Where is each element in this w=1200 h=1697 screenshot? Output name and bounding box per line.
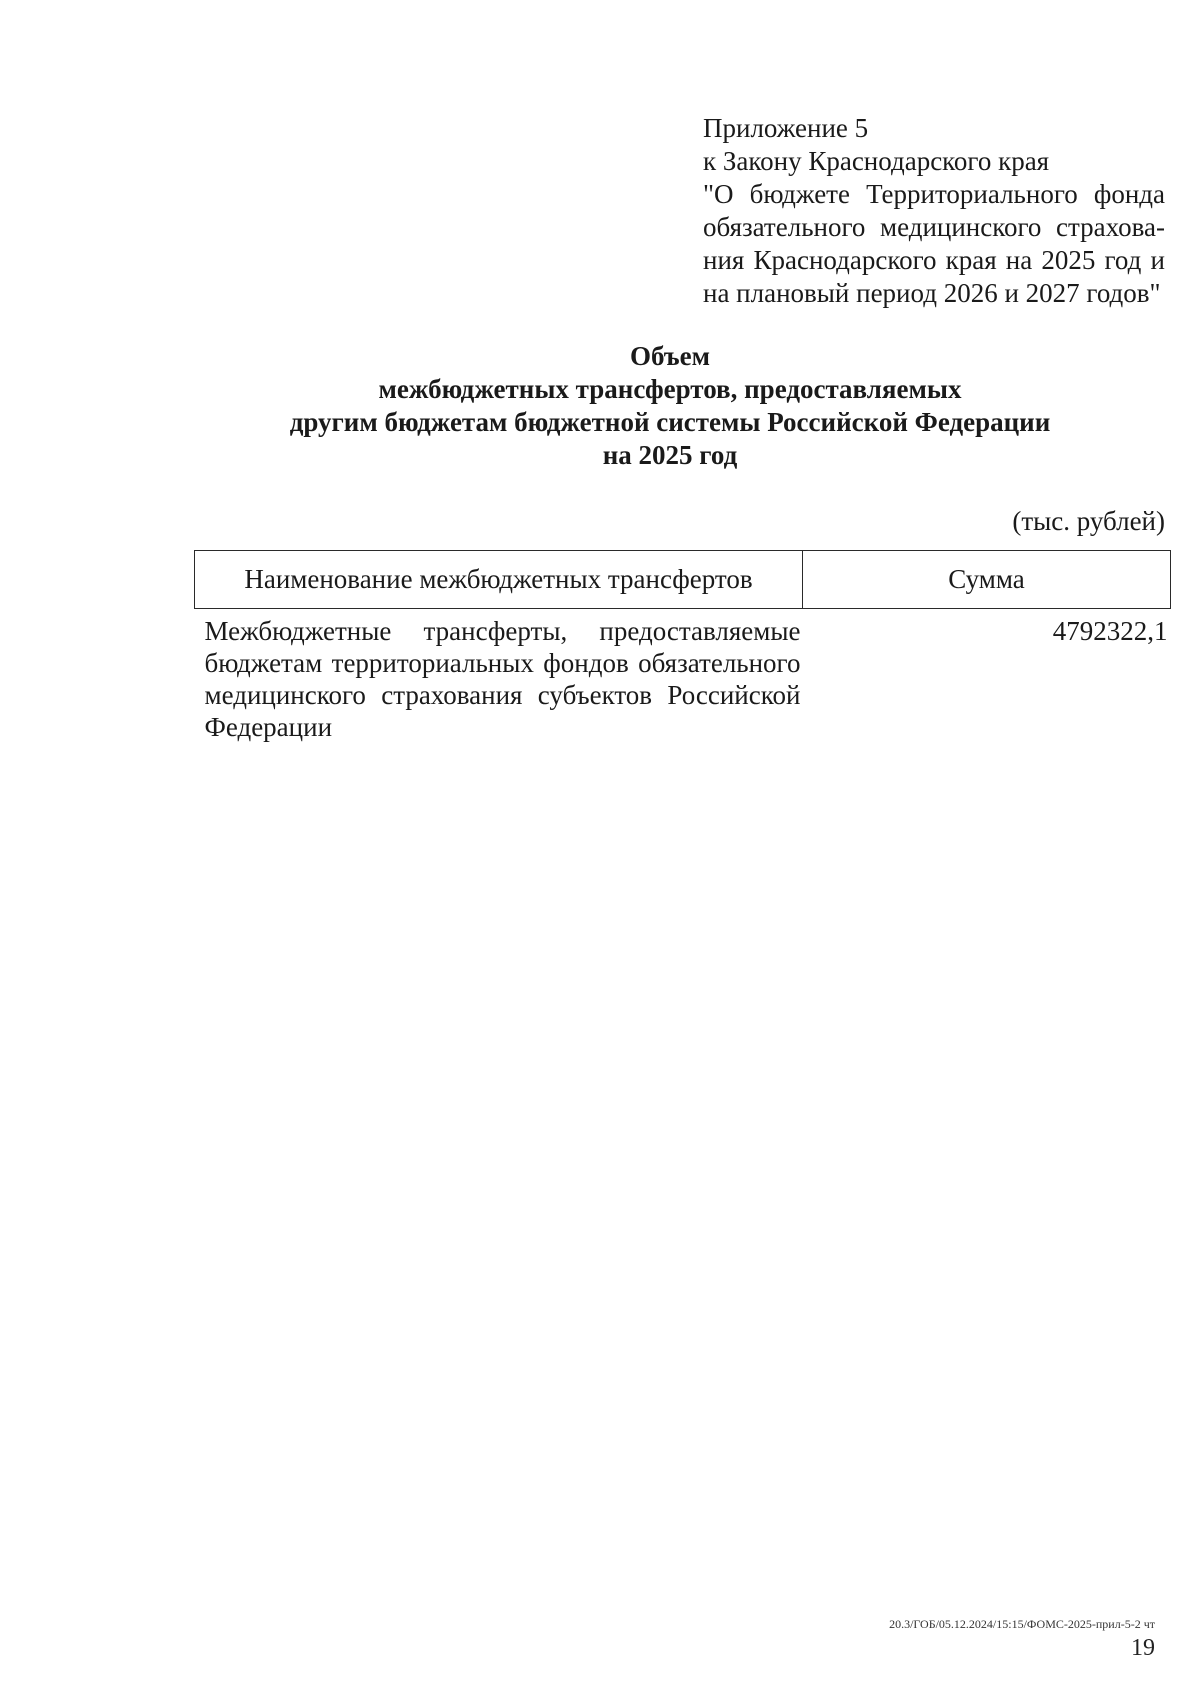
appendix-law-reference: к Закону Краснодарского края (703, 146, 1050, 176)
title-line: межбюджетных трансфертов, предоставляемых (378, 374, 962, 404)
document-title (0, 340, 1200, 472)
title-line: Объем (630, 341, 710, 371)
row-name-cell: Межбюджетные трансферты, предоставляемые бюджетам территориальных фондов обязательного медицинского страхования субъектов Российской Федерации (204, 616, 801, 742)
table-header-row (195, 551, 1171, 609)
header-name: Наименование межбюджетных трансфертов (195, 551, 803, 609)
appendix-law-title-line: на плановый период 2026 и 2027 годов" (703, 278, 1161, 308)
appendix-block (703, 112, 1165, 310)
appendix-law-title-line: обязательного медицинского страхова- (703, 212, 1165, 242)
page-number: 19 (1131, 1635, 1155, 1661)
units-note: (тыс. рублей) (1012, 506, 1165, 536)
title-line: другим бюджетам бюджетной системы Российской Федерации (289, 407, 1051, 437)
appendix-law-title-line: ния Краснодарского края на 2025 год и (703, 245, 1165, 275)
table-row (195, 609, 1171, 744)
appendix-number: Приложение 5 (703, 113, 869, 143)
header-sum: Сумма (802, 551, 1170, 609)
file-stamp: 20.3/ГОБ/05.12.2024/15:15/ФОМС-2025-прил-5-2 чт (889, 1617, 1155, 1631)
row-sum-cell: 4792322,1 (1052, 616, 1168, 646)
appendix-law-title-line: "О бюджете Территориального фонда (703, 179, 1165, 209)
title-line: на 2025 год (602, 440, 738, 470)
transfers-table (194, 550, 1171, 743)
